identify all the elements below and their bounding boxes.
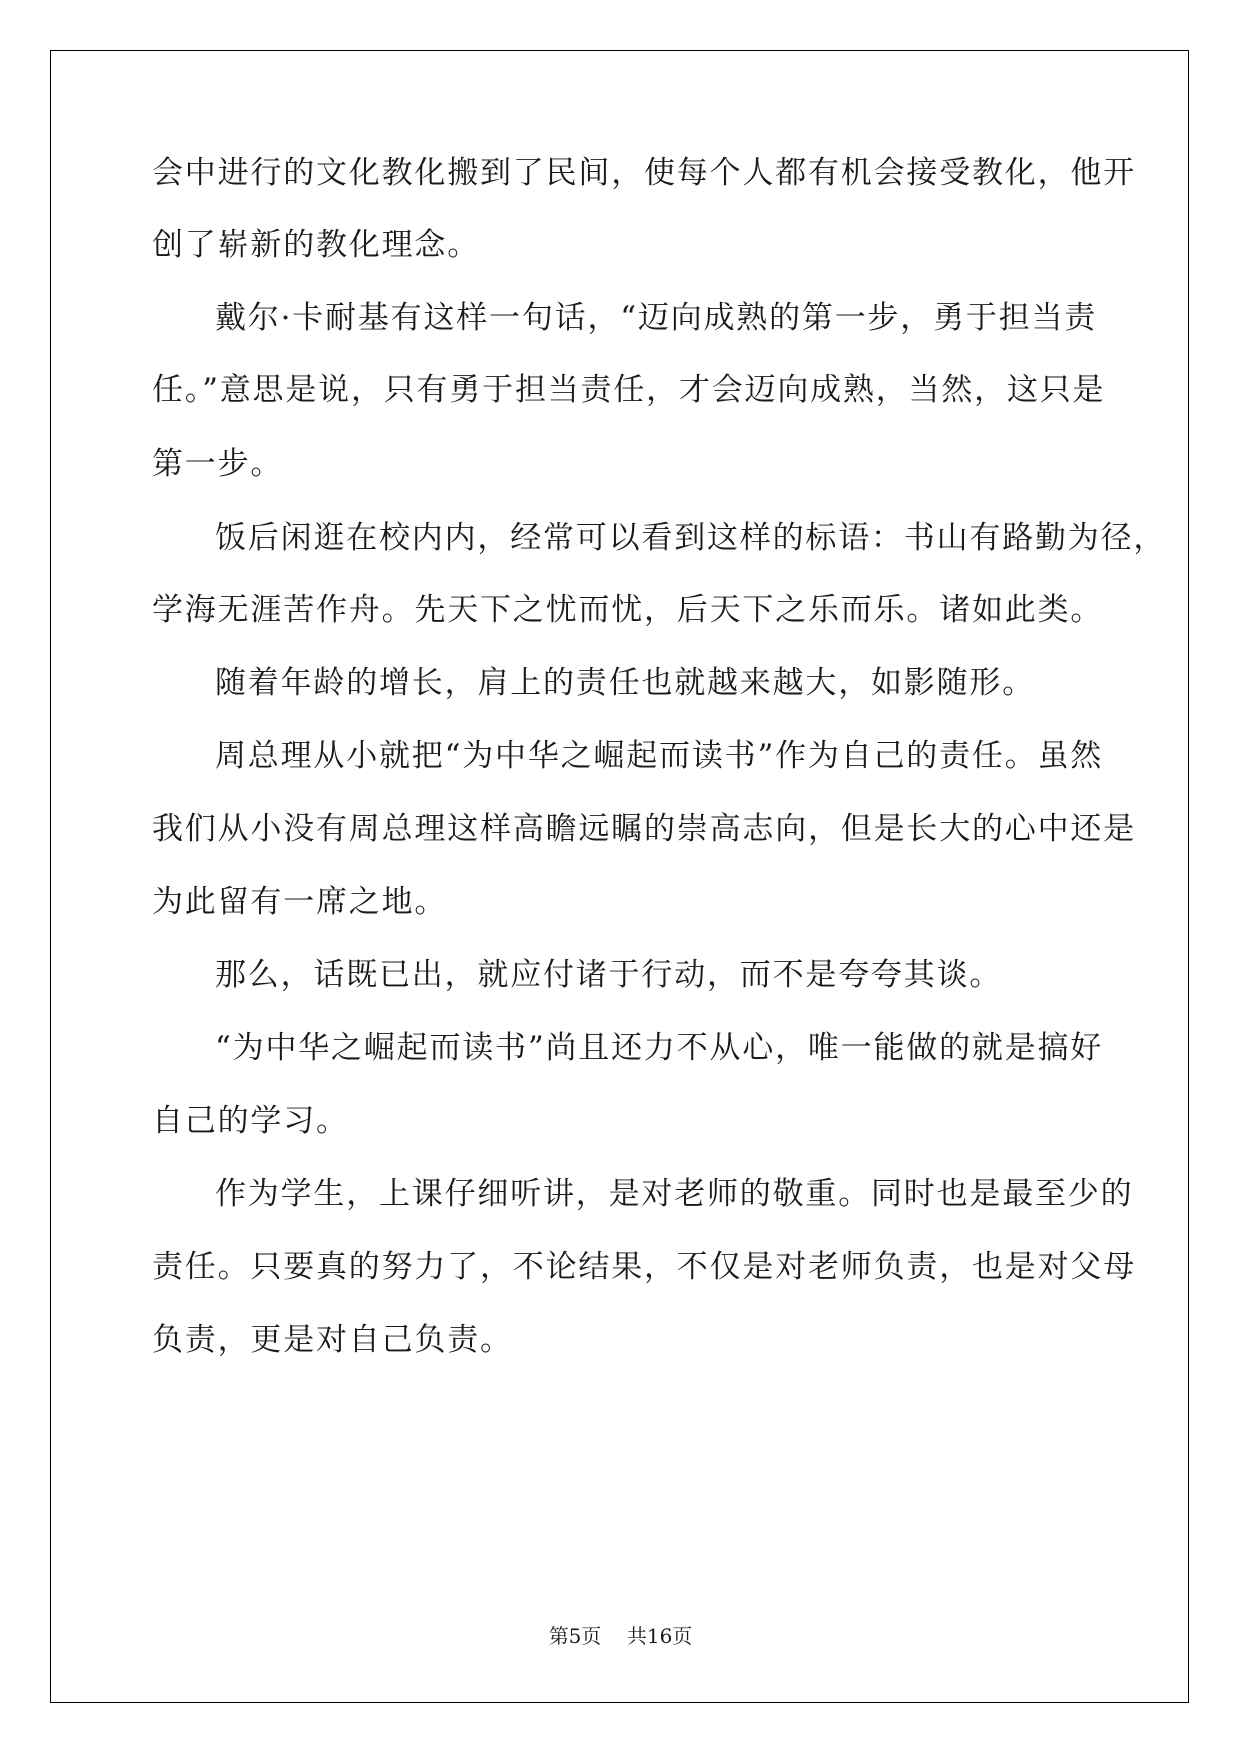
body-text-line: 创了崭新的教化理念。 xyxy=(152,227,480,263)
paragraph-first-line: “为中华之崛起而读书”尚且还力不从心，唯一能做的就是搞好 xyxy=(215,1030,1104,1066)
body-text-line: 任。”意思是说，只有勇于担当责任，才会迈向成熟，当然，这只是 xyxy=(152,372,1106,408)
body-text-line: 我们从小没有周总理这样高瞻远瞩的崇高志向，但是长大的心中还是 xyxy=(152,811,1136,847)
page-number: 第5页 共16页 xyxy=(548,1624,693,1648)
body-text-line: 会中进行的文化教化搬到了民间，使每个人都有机会接受教化，他开 xyxy=(152,155,1136,191)
body-text-line: 第一步。 xyxy=(152,446,284,482)
body-text-line: 为此留有一席之地。 xyxy=(152,884,448,920)
paragraph-first-line: 随着年龄的增长，肩上的责任也就越来越大，如影随形。 xyxy=(215,665,1035,701)
paragraph-first-line: 那么，话既已出，就应付诸于行动，而不是夸夸其谈。 xyxy=(215,957,1003,993)
paragraph-first-line: 饭后闲逛在校内内，经常可以看到这样的标语：书山有路勤为径， xyxy=(215,520,1167,556)
body-text-line: 负责，更是对自己负责。 xyxy=(152,1322,513,1358)
body-text-line: 责任。只要真的努力了，不论结果，不仅是对老师负责，也是对父母 xyxy=(152,1249,1136,1285)
paragraph-first-line: 周总理从小就把“为中华之崛起而读书”作为自己的责任。虽然 xyxy=(215,738,1104,774)
paragraph-first-line: 戴尔·卡耐基有这样一句话，“迈向成熟的第一步，勇于担当责 xyxy=(215,300,1098,336)
paragraph-first-line: 作为学生，上课仔细听讲，是对老师的敬重。同时也是最至少的 xyxy=(215,1176,1134,1212)
body-text-line: 学海无涯苦作舟。先天下之忧而忧，后天下之乐而乐。诸如此类。 xyxy=(152,592,1104,628)
body-text-line: 自己的学习。 xyxy=(152,1103,349,1139)
